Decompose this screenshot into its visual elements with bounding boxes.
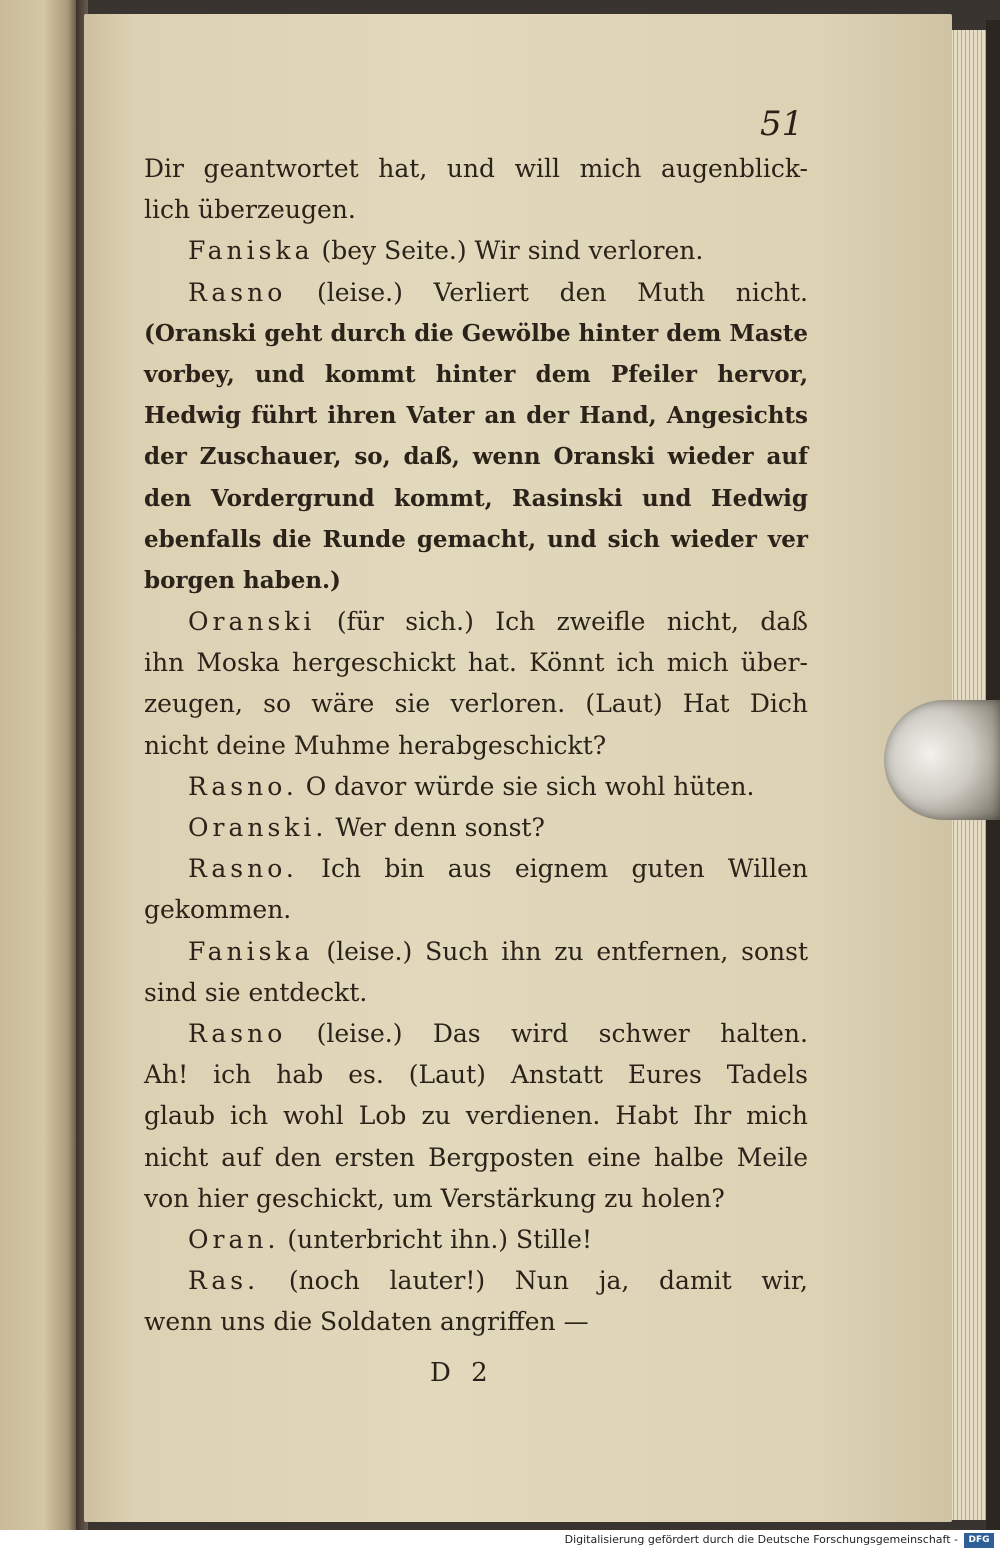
line-text: Dir geantwortet hat, und will mich augenblick- xyxy=(144,154,808,183)
line-text: der Zuschauer, so, daß, wenn Oranski wieder auf xyxy=(144,443,808,471)
speaker-name: Faniska xyxy=(188,936,314,966)
text-line xyxy=(144,642,808,683)
line-text: (Oranski geht durch die Gewölbe hinter dem Maste xyxy=(144,319,808,347)
stage-note: (unterbricht ihn.) xyxy=(287,1224,509,1254)
speech-line xyxy=(144,230,808,271)
line-text: wenn uns die Soldaten angriffen — xyxy=(144,1307,589,1337)
page-clip xyxy=(884,700,1000,820)
text-line xyxy=(144,148,808,189)
line-text: Ich zweifle nicht, daß xyxy=(495,607,808,637)
line-text: glaub ich wohl Lob zu verdienen. Habt Ihr mich xyxy=(144,1101,808,1131)
stage-note: (leise.) xyxy=(316,1018,403,1048)
text-line xyxy=(144,972,808,1013)
speech-line xyxy=(144,931,808,972)
line-text: gekommen. xyxy=(144,895,292,925)
speaker-name: Faniska xyxy=(188,236,314,266)
speech-line xyxy=(144,766,808,807)
signature-mark: D 2 xyxy=(430,1358,494,1388)
speech-line xyxy=(144,1013,808,1054)
line-text: nicht auf den ersten Bergposten eine halbe Meile xyxy=(144,1142,808,1172)
line-text: von hier geschickt, um Verstärkung zu holen? xyxy=(144,1183,725,1213)
speaker-name: Rasno xyxy=(188,1018,287,1048)
speech-line xyxy=(144,1219,808,1260)
text-line xyxy=(144,1137,808,1178)
speech-line xyxy=(144,1260,808,1301)
line-text: Wir sind verloren. xyxy=(474,236,704,266)
line-text: Das wird schwer halten. xyxy=(432,1018,808,1048)
line-text: Such ihn zu entfernen, sonst xyxy=(425,936,808,966)
stage-direction-line xyxy=(144,560,808,601)
stage-note: (noch lauter!) xyxy=(288,1266,486,1296)
line-text: Wer denn sonst? xyxy=(335,813,545,842)
line-text: den Vordergrund kommt, Rasinski und Hedwig xyxy=(144,484,808,512)
speaker-name: Rasno xyxy=(188,277,287,307)
line-text: ebenfalls die Runde gemacht, und sich wieder ver xyxy=(144,525,808,553)
dfg-logo: DFG xyxy=(964,1533,994,1548)
stage-direction-line xyxy=(144,436,808,477)
page-text xyxy=(144,148,808,1342)
stage-direction-line xyxy=(144,519,808,560)
page-number: 51 xyxy=(760,104,804,144)
speech-line xyxy=(144,601,808,642)
stage-note: (leise.) xyxy=(317,277,403,307)
speaker-name: Rasno. xyxy=(188,854,298,884)
speaker-name: Oranski xyxy=(188,607,316,637)
text-line xyxy=(144,1301,808,1342)
speaker-name: Oran. xyxy=(188,1224,280,1254)
stage-note: (für sich.) xyxy=(336,607,474,637)
line-text: Nun ja, damit wir, xyxy=(514,1266,808,1296)
speaker-name: Ras. xyxy=(188,1266,260,1296)
footer-credit: Digitalisierung gefördert durch die Deutsche Forschungsgemeinschaft - xyxy=(564,1533,958,1546)
speaker-name: Oranski. xyxy=(188,813,328,842)
stage-note: (bey Seite.) xyxy=(321,236,467,266)
stage-direction-line xyxy=(144,395,808,436)
line-text: O davor würde sie sich wohl hüten. xyxy=(305,771,755,801)
stage-direction-line xyxy=(144,354,808,395)
left-page-edge xyxy=(0,0,80,1530)
line-text: nicht deine Muhme herabgeschickt? xyxy=(144,730,607,760)
line-text: lich überzeugen. xyxy=(144,195,356,225)
speech-line xyxy=(144,807,808,848)
stage-direction-line xyxy=(144,313,808,354)
line-text: Verliert den Muth nicht. xyxy=(433,277,808,307)
footer-bar xyxy=(0,1530,1000,1551)
text-line xyxy=(144,1054,808,1095)
line-text: vorbey, und kommt hinter dem Pfeiler hervor, xyxy=(144,360,808,388)
text-line xyxy=(144,189,808,230)
text-line xyxy=(144,1095,808,1136)
line-text: borgen haben.) xyxy=(144,566,341,594)
speech-line xyxy=(144,272,808,313)
line-text: Stille! xyxy=(516,1224,593,1254)
line-text: Hedwig führt ihren Vater an der Hand, Angesichts xyxy=(144,402,808,430)
speech-line xyxy=(144,848,808,889)
line-text: sind sie entdeckt. xyxy=(144,977,368,1007)
text-line xyxy=(144,889,808,930)
text-line xyxy=(144,683,808,724)
speaker-name: Rasno. xyxy=(188,771,298,801)
line-text: Ah! ich hab es. (Laut) Anstatt Eures Tadels xyxy=(144,1060,808,1090)
stage-note: (leise.) xyxy=(326,936,413,966)
line-text: ihn Moska hergeschickt hat. Könnt ich mich über- xyxy=(144,648,808,678)
line-text: Ich bin aus eignem guten Willen xyxy=(321,854,809,884)
stage-direction-line xyxy=(144,478,808,519)
text-line xyxy=(144,725,808,766)
line-text: zeugen, so wäre sie verloren. (Laut) Hat Dich xyxy=(144,689,808,719)
text-line xyxy=(144,1178,808,1219)
